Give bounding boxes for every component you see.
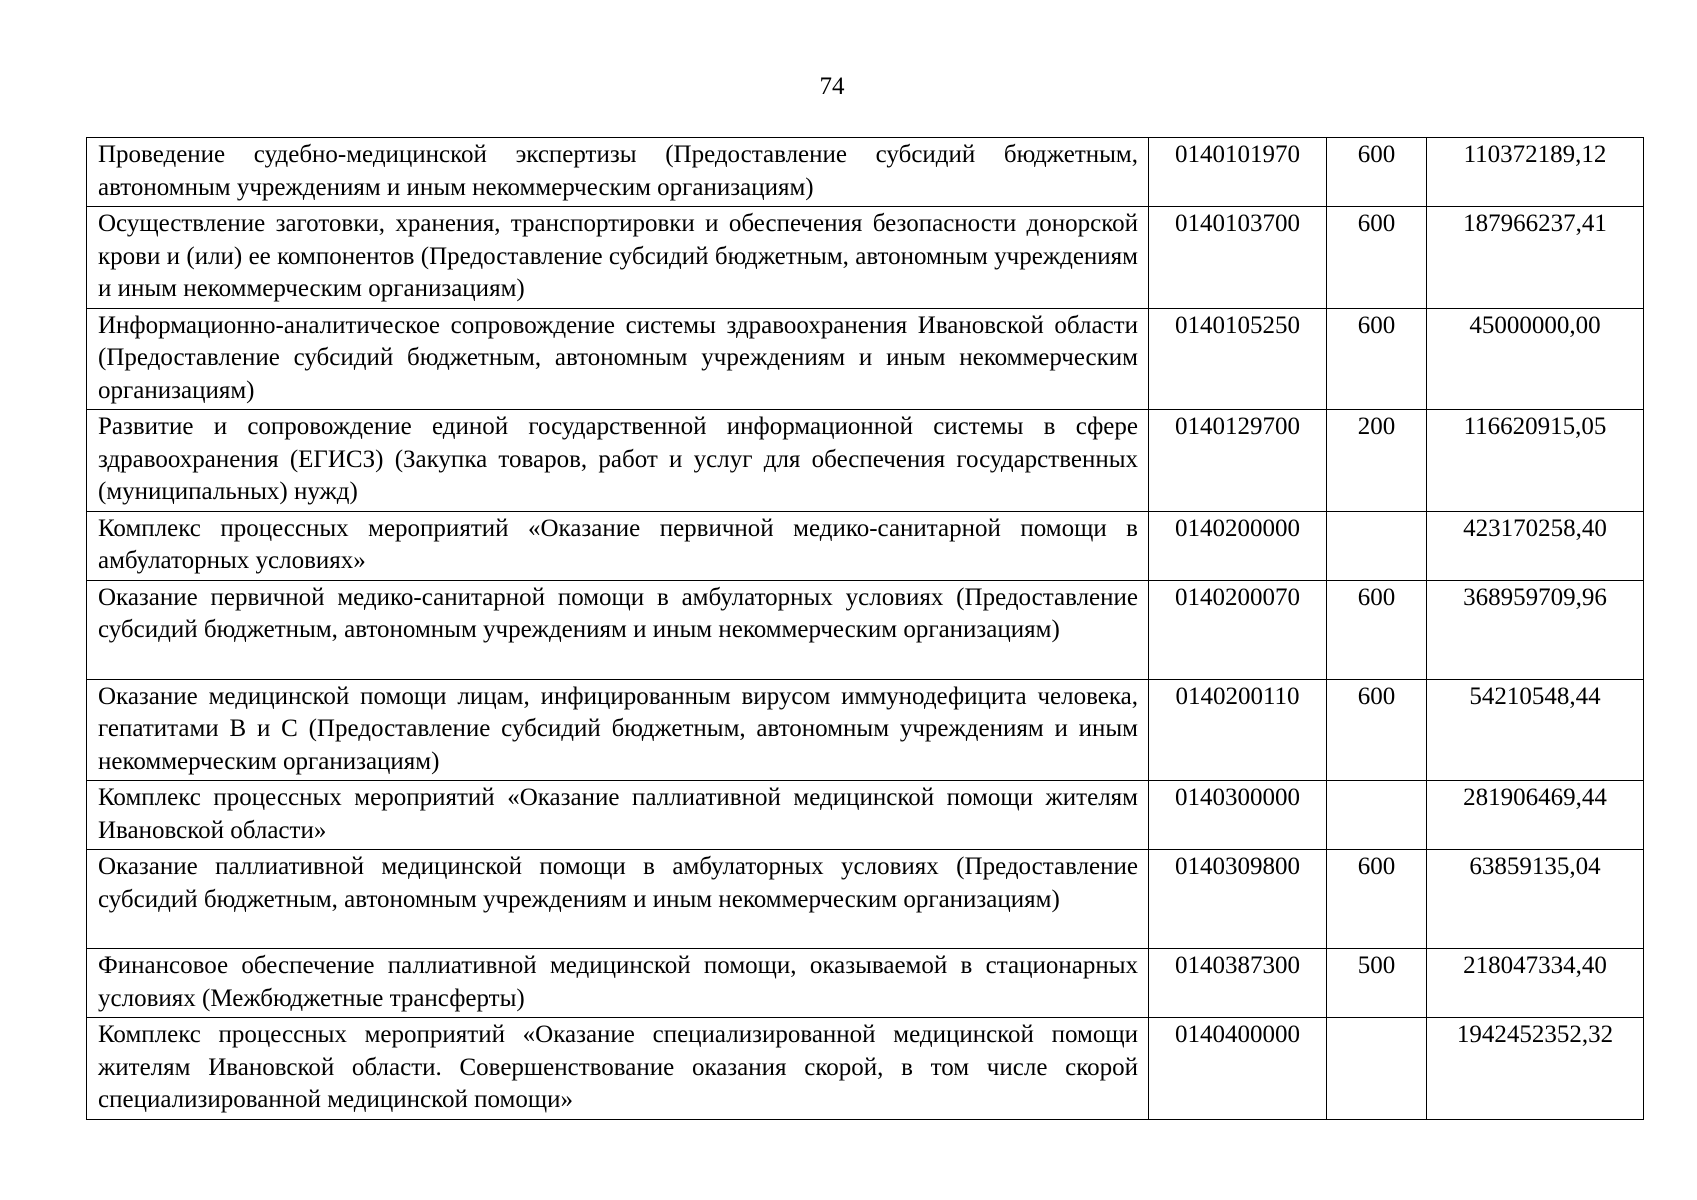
row-sum-cell: 281906469,44 [1427, 781, 1644, 850]
table-row [87, 207, 1644, 309]
row-code-cell: 0140200000 [1149, 511, 1327, 580]
row-code-cell: 0140387300 [1149, 949, 1327, 1018]
table-row [87, 850, 1644, 949]
row-code-cell: 0140129700 [1149, 410, 1327, 512]
row-code-cell: 0140103700 [1149, 207, 1327, 309]
row-sum-cell: 1942452352,32 [1427, 1018, 1644, 1120]
row-name-cell: Оказание первичной медико-санитарной помощи в амбулаторных условиях (Предоставление субсидий бюджетным, автономным учреждениям и иным некоммерческим организациям) [87, 580, 1149, 679]
row-kvr-cell: 600 [1327, 679, 1427, 781]
row-name-cell: Развитие и сопровождение единой государственной информационной системы в сфере здравоохранения (ЕГИСЗ) (Закупка товаров, работ и услуг для обеспечения государственных (муниципальных) нужд) [87, 410, 1149, 512]
table-row [87, 138, 1644, 207]
row-sum-cell: 423170258,40 [1427, 511, 1644, 580]
row-kvr-cell [1327, 1018, 1427, 1120]
row-code-cell: 0140300000 [1149, 781, 1327, 850]
row-kvr-cell: 600 [1327, 850, 1427, 949]
row-name-cell: Проведение судебно-медицинской экспертизы (Предоставление субсидий бюджетным, автономным учреждениям и иным некоммерческим организациям) [87, 138, 1149, 207]
row-name-cell: Комплекс процессных мероприятий «Оказание специализированной медицинской помощи жителям Ивановской области. Совершенствование оказания скорой, в том числе скорой специализированной медицинской помощи» [87, 1018, 1149, 1120]
budget-table [86, 137, 1644, 1120]
row-code-cell: 0140200110 [1149, 679, 1327, 781]
row-sum-cell: 368959709,96 [1427, 580, 1644, 679]
row-sum-cell: 110372189,12 [1427, 138, 1644, 207]
row-kvr-cell: 600 [1327, 580, 1427, 679]
row-name-cell: Оказание паллиативной медицинской помощи в амбулаторных условиях (Предоставление субсидий бюджетным, автономным учреждениям и иным некоммерческим организациям) [87, 850, 1149, 949]
row-code-cell: 0140105250 [1149, 308, 1327, 410]
table-row [87, 679, 1644, 781]
row-kvr-cell: 600 [1327, 138, 1427, 207]
row-kvr-cell: 500 [1327, 949, 1427, 1018]
row-name-cell: Комплекс процессных мероприятий «Оказание паллиативной медицинской помощи жителям Ивановской области» [87, 781, 1149, 850]
row-kvr-cell [1327, 781, 1427, 850]
row-name-cell: Комплекс процессных мероприятий «Оказание первичной медико-санитарной помощи в амбулаторных условиях» [87, 511, 1149, 580]
table-row [87, 949, 1644, 1018]
table-row [87, 410, 1644, 512]
row-sum-cell: 218047334,40 [1427, 949, 1644, 1018]
row-name-cell: Осуществление заготовки, хранения, транспортировки и обеспечения безопасности донорской крови и (или) ее компонентов (Предоставление субсидий бюджетным, автономным учреждениям и иным некоммерческим организациям) [87, 207, 1149, 309]
row-name-cell: Финансовое обеспечение паллиативной медицинской помощи, оказываемой в стационарных условиях (Межбюджетные трансферты) [87, 949, 1149, 1018]
row-sum-cell: 54210548,44 [1427, 679, 1644, 781]
row-sum-cell: 187966237,41 [1427, 207, 1644, 309]
table-row [87, 308, 1644, 410]
row-sum-cell: 63859135,04 [1427, 850, 1644, 949]
row-code-cell: 0140101970 [1149, 138, 1327, 207]
row-kvr-cell: 600 [1327, 207, 1427, 309]
table-row [87, 781, 1644, 850]
page-number: 74 [819, 73, 845, 100]
table-row [87, 1018, 1644, 1120]
row-kvr-cell: 200 [1327, 410, 1427, 512]
table-row [87, 580, 1644, 679]
row-name-cell: Информационно-аналитическое сопровождение системы здравоохранения Ивановской области (Предоставление субсидий бюджетным, автономным учреждениям и иным некоммерческим организациям) [87, 308, 1149, 410]
table-row [87, 511, 1644, 580]
row-kvr-cell: 600 [1327, 308, 1427, 410]
row-name-cell: Оказание медицинской помощи лицам, инфицированным вирусом иммунодефицита человека, гепатитами В и С (Предоставление субсидий бюджетным, автономным учреждениям и иным некоммерческим организациям) [87, 679, 1149, 781]
row-code-cell: 0140309800 [1149, 850, 1327, 949]
row-sum-cell: 45000000,00 [1427, 308, 1644, 410]
row-kvr-cell [1327, 511, 1427, 580]
row-sum-cell: 116620915,05 [1427, 410, 1644, 512]
row-code-cell: 0140200070 [1149, 580, 1327, 679]
row-code-cell: 0140400000 [1149, 1018, 1327, 1120]
